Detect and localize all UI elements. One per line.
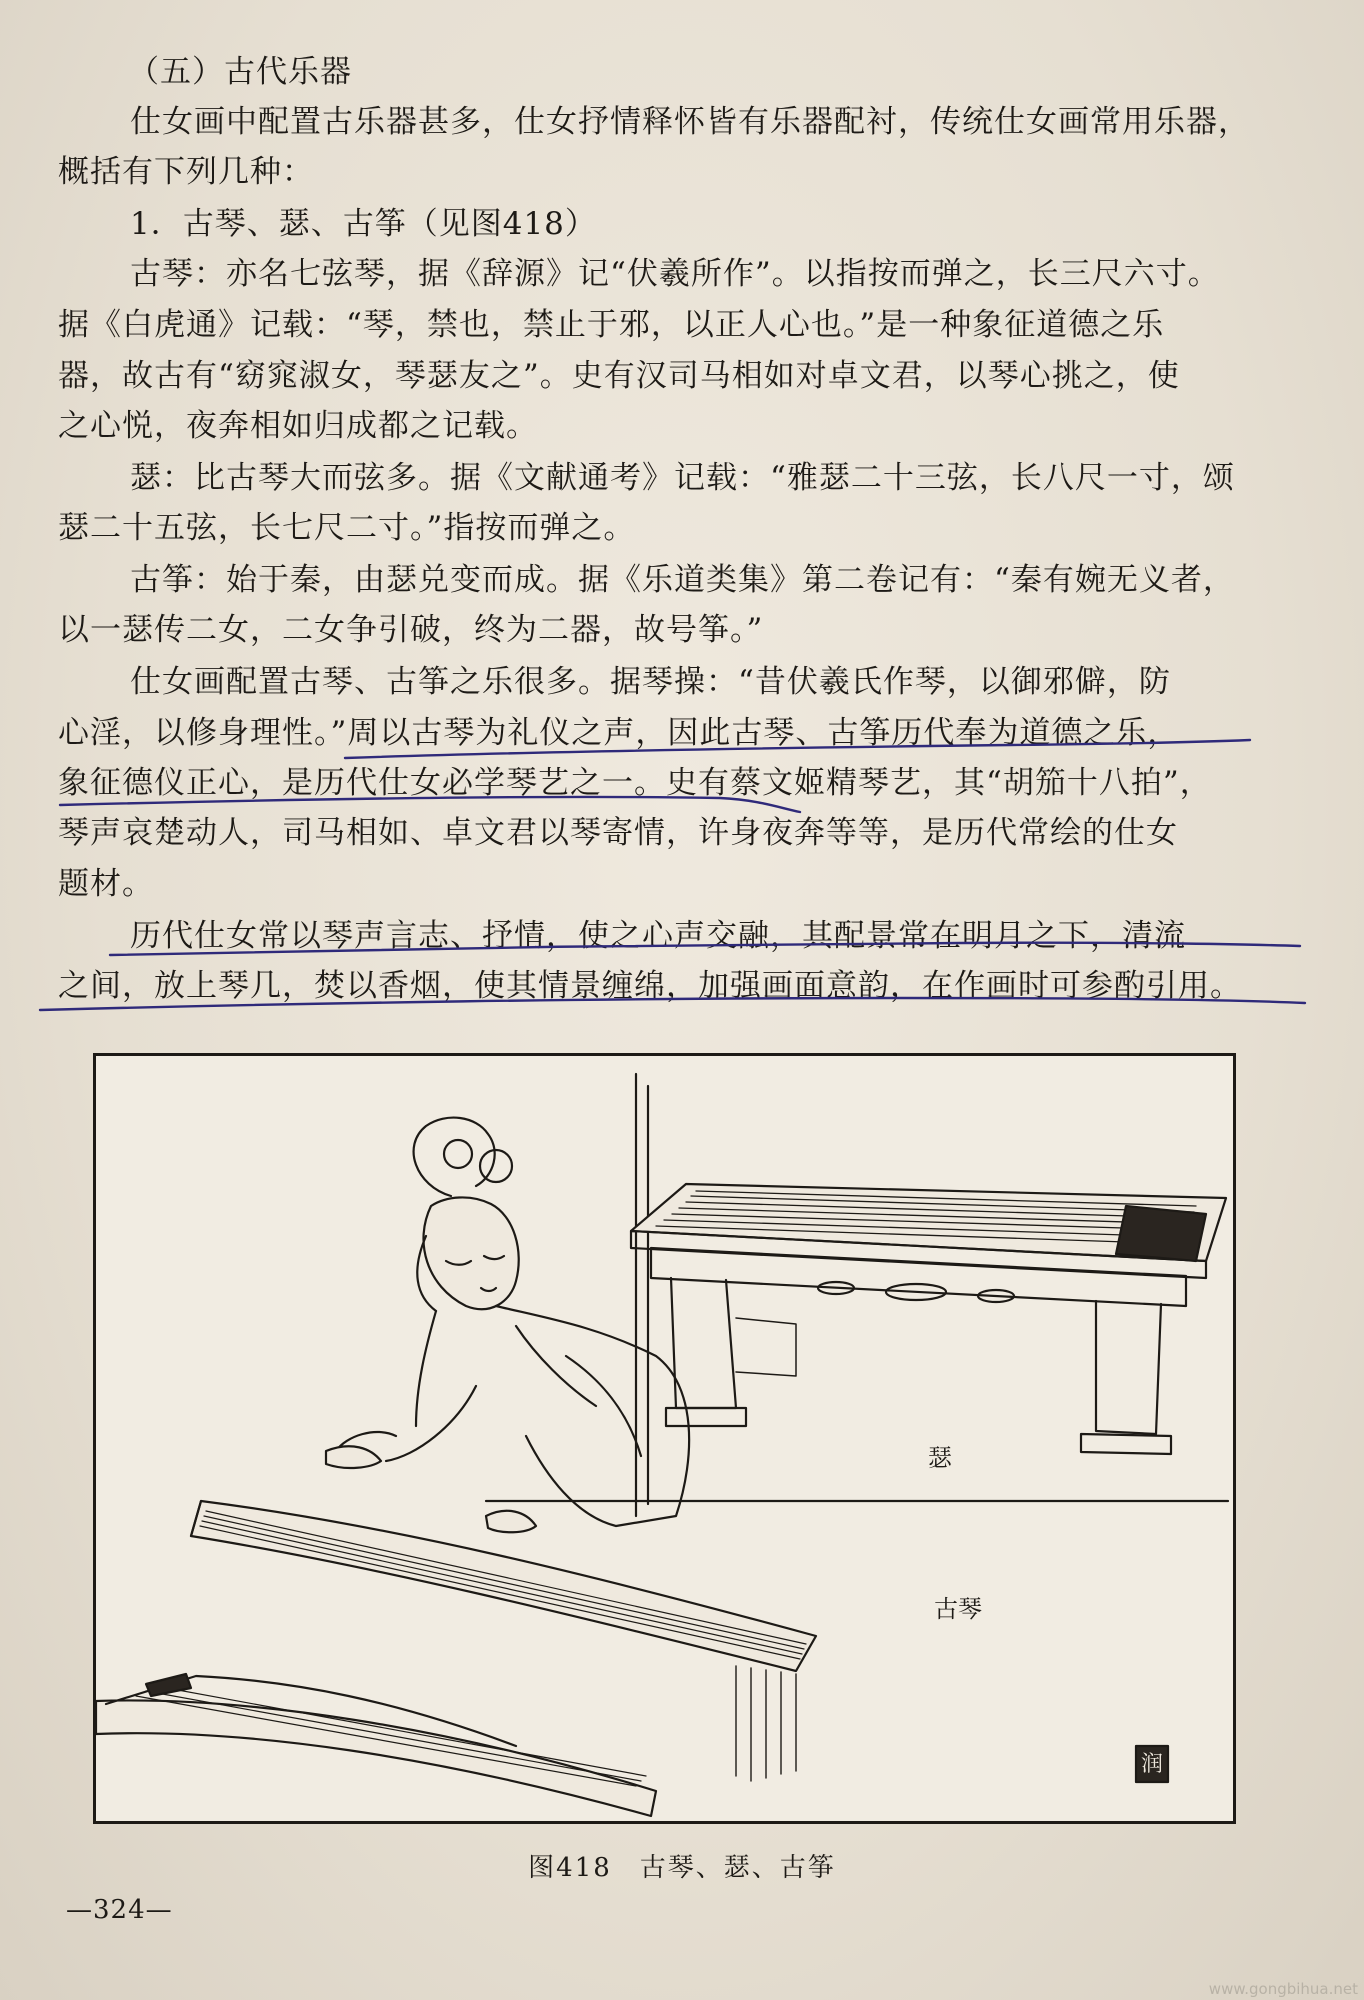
page-number: —324— [66,1895,173,1925]
paragraph-line: 心淫，以修身理性。”周以古琴为礼仪之声，因此古琴、古筝历代奉为道德之乐， [58,715,1180,751]
paragraph-line: 据《白虎通》记载：“琴，禁也，禁止于邪，以正人心也。”是一种象征道德之乐 [58,307,1165,343]
guqin-se-guzheng-illustration [96,1056,1233,1821]
paragraph-line: 之心悦，夜奔相如归成都之记载。 [58,408,538,444]
paragraph-line: 瑟：比古琴大而弦多。据《文献通考》记载：“雅瑟二十三弦，长八尺一寸，颂 [130,460,1235,496]
paragraph-line: 题材。 [58,866,154,902]
paragraph-line: 古筝：始于秦，由瑟兑变而成。据《乐道类集》第二卷记有：“秦有婉无义者， [130,562,1235,598]
figure-caption: 图418 古琴、瑟、古筝 [528,1853,836,1883]
paragraph-line: 历代仕女常以琴声言志、抒情，使之心声交融，其配景常在明月之下，清流 [130,918,1186,954]
paragraph-line: 琴声哀楚动人，司马相如、卓文君以琴寄情，许身夜奔等等，是历代常绘的仕女 [58,815,1178,851]
label-guqin: 古琴 [934,1595,982,1623]
illustration-frame [93,1053,1236,1824]
sub-heading: 1．古琴、瑟、古筝（见图418） [130,206,597,242]
paragraph-line: 概括有下列几种： [58,154,314,190]
label-se: 瑟 [928,1444,952,1472]
watermark: www.gongbihua.net [1208,1980,1358,1998]
paragraph-line: 器，故古有“窈窕淑女，琴瑟友之”。史有汉司马相如对卓文君，以琴心挑之，使 [58,358,1180,394]
paragraph-line: 以一瑟传二女，二女争引破，终为二器，故号筝。” [58,612,764,648]
paragraph-line: 象征德仪正心，是历代仕女必学琴艺之一。史有蔡文姬精琴艺，其“胡笳十八拍”， [58,765,1212,801]
section-title: （五）古代乐器 [128,54,352,90]
paragraph-line: 瑟二十五弦，长七尺二寸。”指按而弹之。 [58,510,636,546]
artist-seal: 润 [1141,1752,1164,1777]
paragraph-line: 古琴：亦名七弦琴，据《辞源》记“伏羲所作”。以指按而弹之，长三尺六寸。 [130,256,1220,292]
paragraph-line: 仕女画中配置古乐器甚多，仕女抒情释怀皆有乐器配衬，传统仕女画常用乐器， [130,104,1250,140]
paragraph-line: 仕女画配置古琴、古筝之乐很多。据琴操：“昔伏羲氏作琴，以御邪僻，防 [130,664,1171,700]
paragraph-line: 之间，放上琴几，焚以香烟，使其情景缠绵，加强画面意韵，在作画时可参酌引用。 [58,968,1242,1004]
